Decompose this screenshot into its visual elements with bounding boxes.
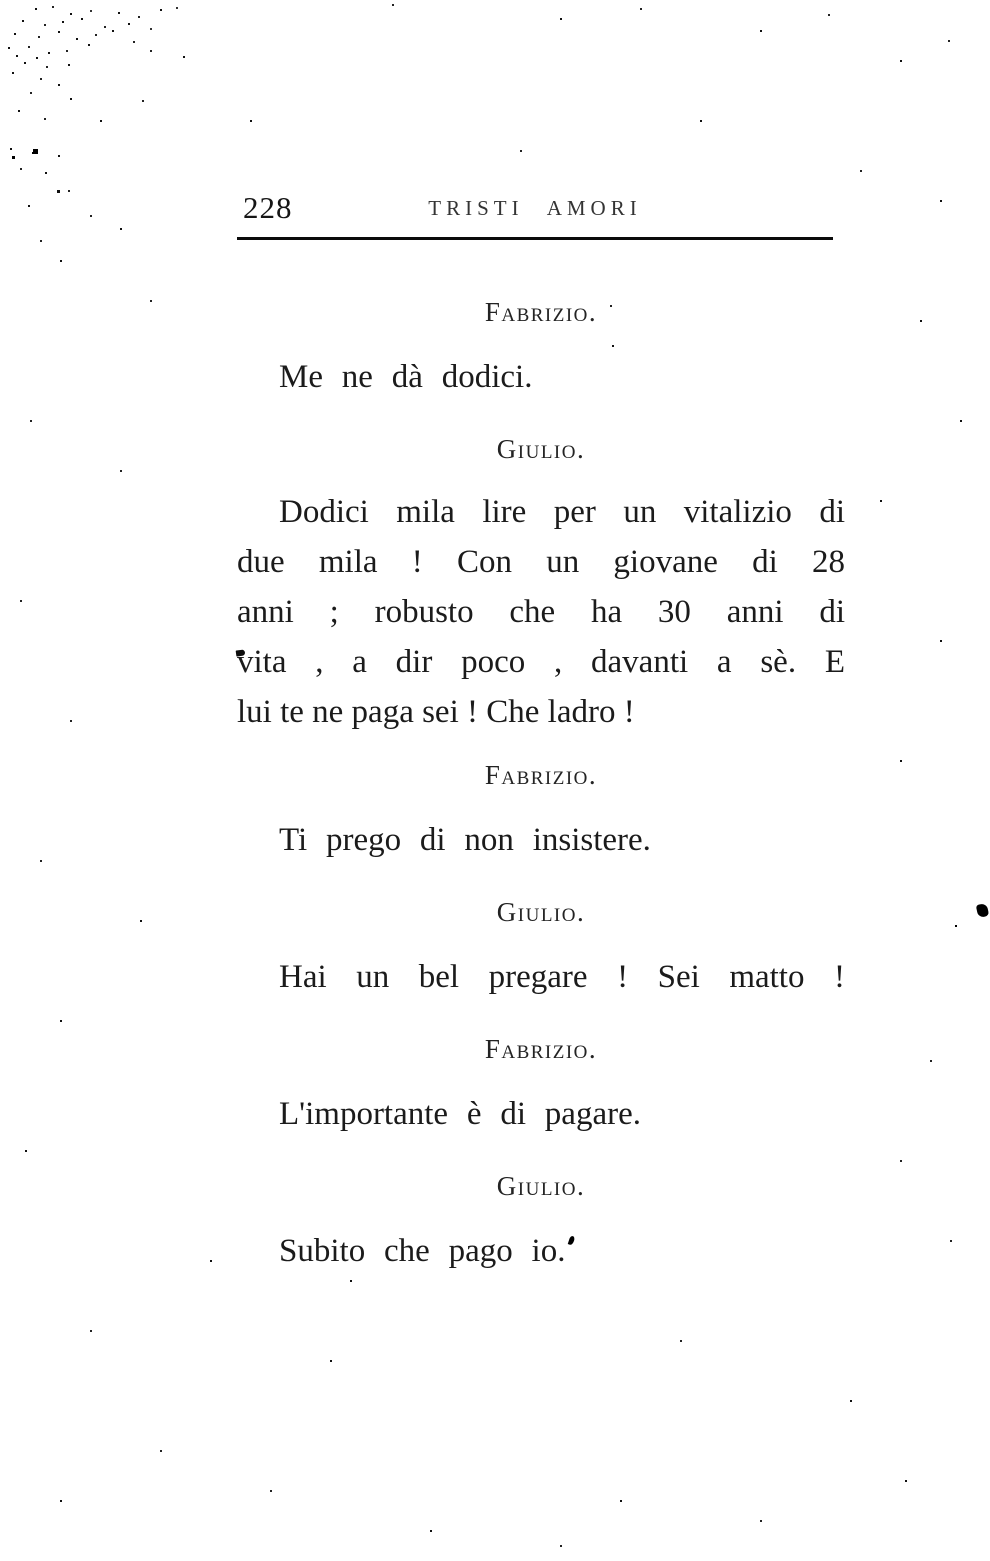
speech-block <box>237 817 845 863</box>
speech-line: Subito che pago io. <box>279 1233 566 1269</box>
speaker-heading: Giulio. <box>496 1171 586 1201</box>
speech-block <box>237 954 845 1000</box>
paragraph-line: due mila ! Con un giovane di 28 <box>237 544 845 580</box>
scan-noise-bold-speckles <box>0 0 3 3</box>
page-number: 228 <box>243 190 293 225</box>
dialogue-column <box>237 296 845 1274</box>
speaker-heading: Fabrizio. <box>484 1034 598 1064</box>
speech-line: Hai un bel pregare ! Sei matto ! <box>279 959 845 995</box>
paragraph-line: anni ; robusto che ha 30 anni di <box>237 594 845 630</box>
speaker-heading: Fabrizio. <box>484 297 598 327</box>
speaker-heading: Giulio. <box>496 434 586 464</box>
speech-line: Ti prego di non insistere. <box>279 822 651 858</box>
speaker-heading: Fabrizio. <box>484 760 598 790</box>
header-rule <box>237 237 833 240</box>
paragraph-line: vita , a dir poco , davanti a sè. E <box>237 644 845 680</box>
paragraph-line: lui te ne paga sei ! Che ladro ! <box>237 694 635 730</box>
running-title: TRISTI AMORI <box>428 196 642 220</box>
speech-line: Me ne dà dodici. <box>279 359 533 395</box>
running-head <box>237 190 833 242</box>
paragraph-line: Dodici mila lire per un vitalizio di <box>279 494 845 530</box>
speech-block <box>237 1091 845 1137</box>
speaker-heading: Giulio. <box>496 897 586 927</box>
speech-block <box>237 1228 845 1274</box>
speech-paragraph <box>237 487 845 737</box>
speech-line: L'importante è di pagare. <box>279 1096 641 1132</box>
speech-block <box>237 354 845 400</box>
ink-blob-right-margin <box>976 903 989 918</box>
